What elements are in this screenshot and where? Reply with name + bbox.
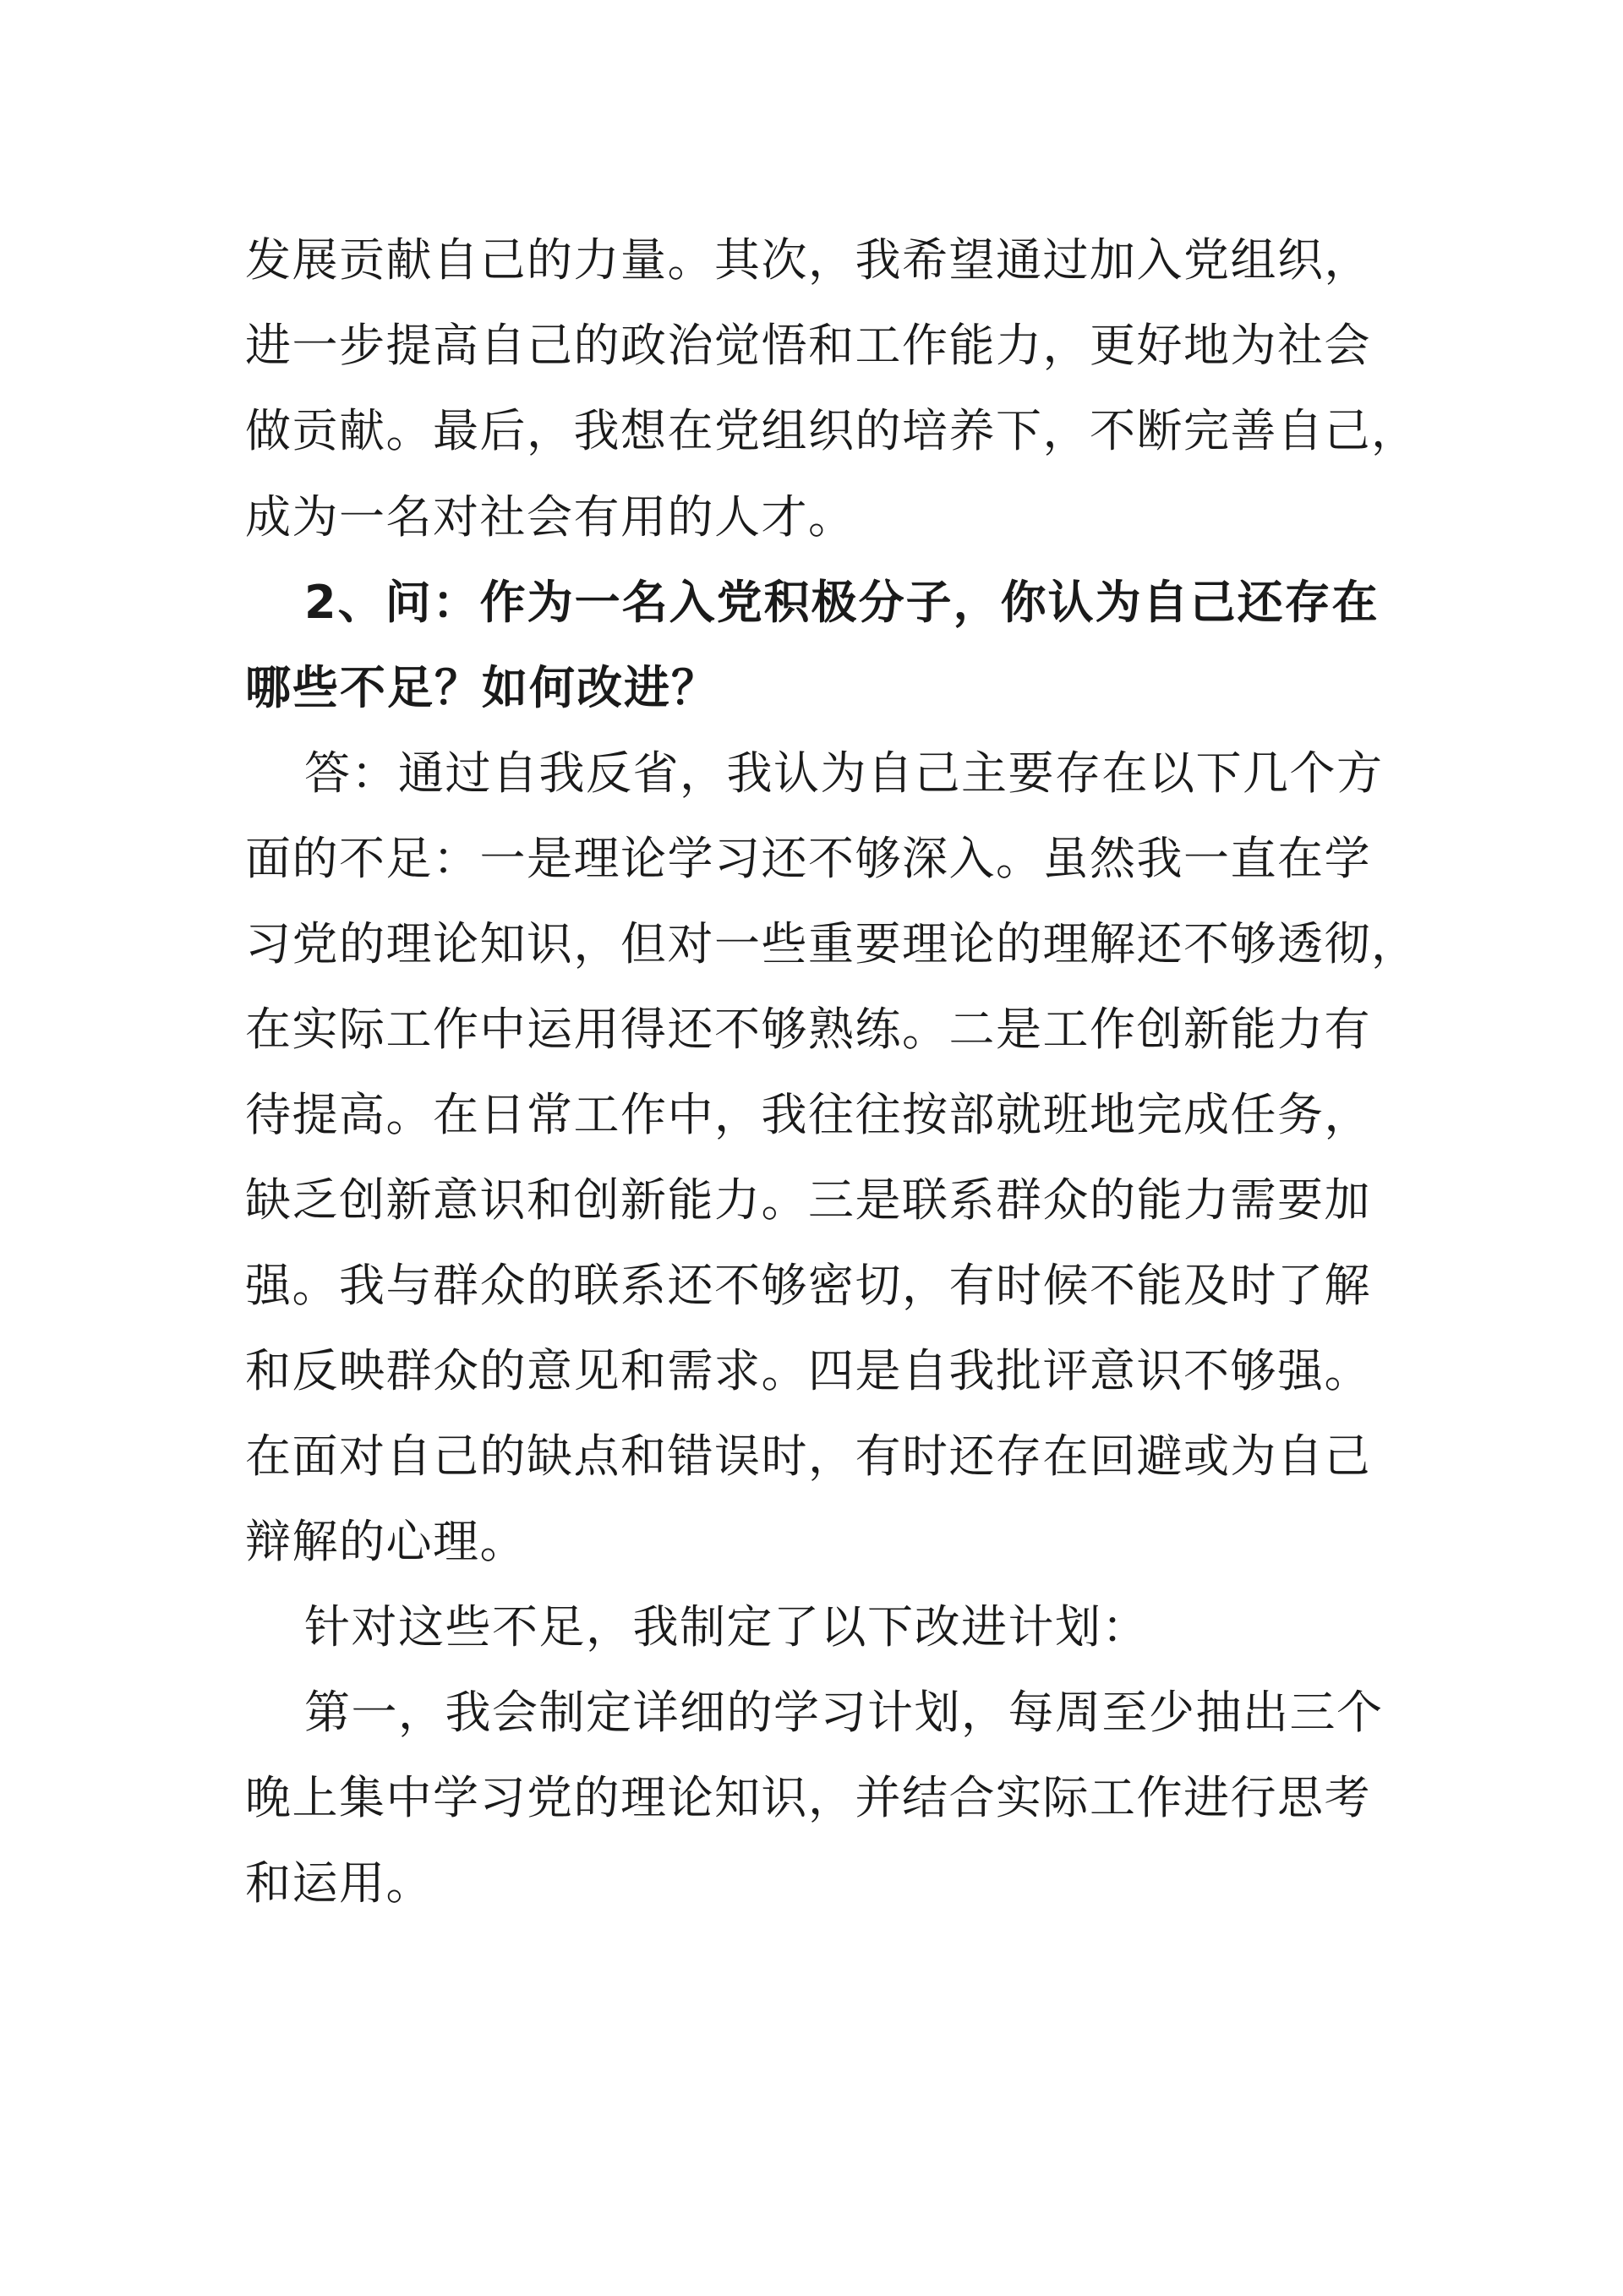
text-line: 做贡献。最后，我想在党组织的培养下，不断完善自己， — [245, 404, 1418, 457]
text-line: 缺乏创新意识和创新能力。三是联系群众的能力需要加 — [245, 1173, 1371, 1227]
text-line: 和反映群众的意见和需求。四是自我批评意识不够强。 — [245, 1344, 1371, 1397]
text-line: 面的不足：一是理论学习还不够深入。虽然我一直在学 — [245, 832, 1371, 885]
text-line: 习党的理论知识，但对一些重要理论的理解还不够透彻， — [245, 917, 1418, 970]
text-line: 辩解的心理。 — [245, 1515, 527, 1568]
text-line: 在实际工作中运用得还不够熟练。二是工作创新能力有 — [245, 1003, 1371, 1056]
question-heading: 2、问：作为一名入党积极分子，你认为自己还存在 — [304, 576, 1380, 629]
text-line: 和运用。 — [245, 1856, 433, 1910]
text-line: 在面对自己的缺点和错误时，有时还存在回避或为自己 — [245, 1430, 1371, 1483]
text-line: 发展贡献自己的力量。其次，我希望通过加入党组织， — [245, 233, 1371, 287]
text-line: 针对这些不足，我制定了以下改进计划： — [304, 1600, 1149, 1654]
text-line: 待提高。在日常工作中，我往往按部就班地完成任务， — [245, 1088, 1371, 1141]
text-line: 强。我与群众的联系还不够密切，有时候不能及时了解 — [245, 1259, 1371, 1312]
question-heading: 哪些不足？如何改进？ — [245, 661, 719, 714]
text-line: 答：通过自我反省，我认为自己主要存在以下几个方 — [304, 746, 1384, 800]
text-line: 成为一名对社会有用的人才。 — [245, 490, 855, 544]
text-line: 第一，我会制定详细的学习计划，每周至少抽出三个 — [304, 1686, 1384, 1739]
text-line: 进一步提高自己的政治觉悟和工作能力，更好地为社会 — [245, 319, 1371, 372]
text-line: 晚上集中学习党的理论知识，并结合实际工作进行思考 — [245, 1771, 1371, 1824]
